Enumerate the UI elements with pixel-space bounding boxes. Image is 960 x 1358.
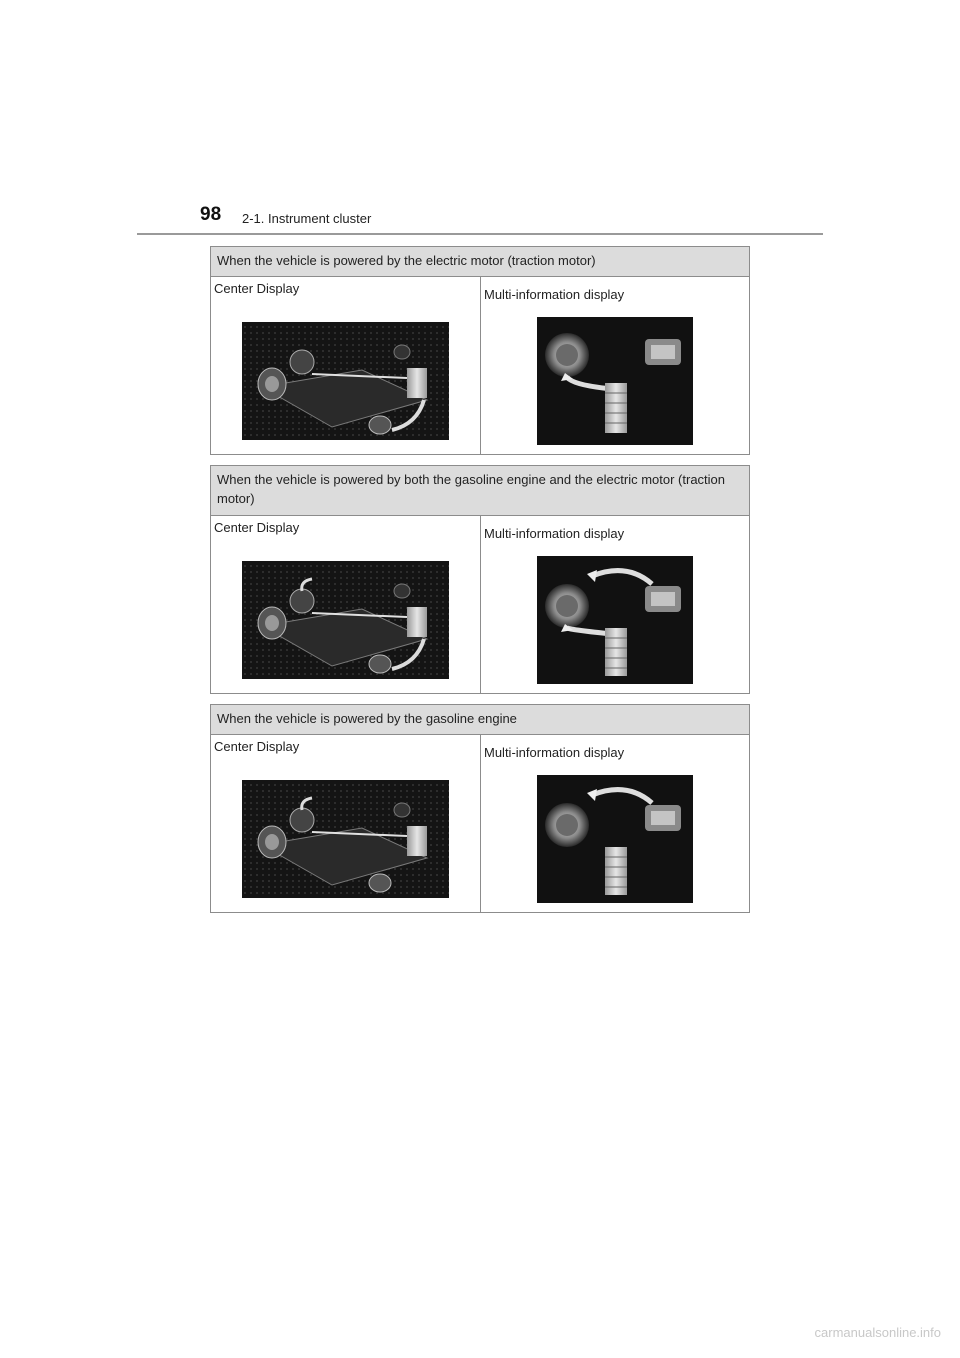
multi-information-display-cell <box>481 516 749 693</box>
center-display-image <box>242 551 449 689</box>
header-rule <box>137 233 823 235</box>
multi-information-display-cell <box>481 277 749 454</box>
footer-watermark: carmanualsonline.info <box>814 1325 941 1340</box>
multi-information-display-image <box>537 556 693 684</box>
center-display-image <box>242 312 449 450</box>
multi-information-display-label: Multi-information display <box>484 287 625 302</box>
energy-flow-block-electric <box>210 246 750 455</box>
center-display-label: Center Display <box>214 281 300 296</box>
multi-information-display-image <box>537 775 693 903</box>
multi-information-display-label: Multi-information display <box>484 745 625 760</box>
center-display-cell <box>211 277 481 454</box>
energy-flow-block-gasoline <box>210 704 750 913</box>
block-title: When the vehicle is powered by both the gasoline engine and the electric motor (traction motor) <box>211 466 749 516</box>
page-number: 98 <box>200 204 222 225</box>
block-title: When the vehicle is powered by the electric motor (traction motor) <box>211 247 749 277</box>
center-display-cell <box>211 735 481 912</box>
block-title: When the vehicle is powered by the gasoline engine <box>211 705 749 735</box>
multi-information-display-image <box>537 317 693 445</box>
center-display-cell <box>211 516 481 693</box>
section-title: 2-1. Instrument cluster <box>242 211 372 226</box>
center-display-label: Center Display <box>214 520 300 535</box>
energy-flow-block-hybrid <box>210 465 750 694</box>
multi-information-display-label: Multi-information display <box>484 526 625 541</box>
center-display-label: Center Display <box>214 739 300 754</box>
center-display-image <box>242 770 449 908</box>
multi-information-display-cell <box>481 735 749 912</box>
